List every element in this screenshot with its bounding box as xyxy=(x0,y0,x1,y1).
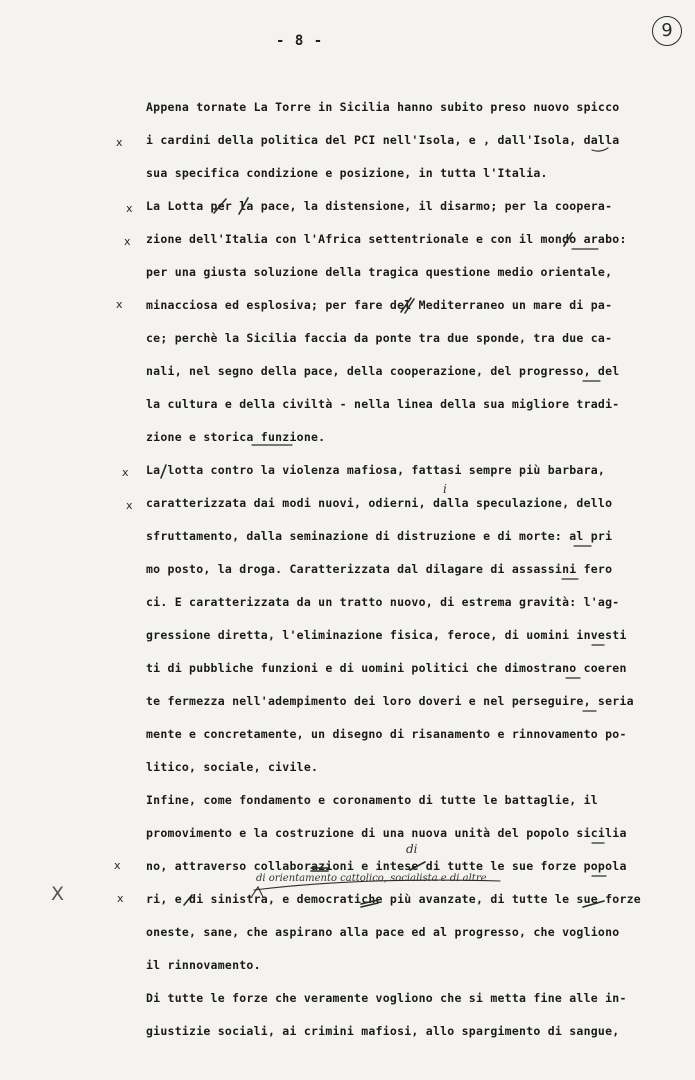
margin-x-mark: x xyxy=(122,466,129,479)
page-number: - 8 - xyxy=(276,33,324,49)
margin-x-mark: x xyxy=(114,859,121,872)
text-line-21: litico, sociale, civile. xyxy=(146,760,319,774)
underline-dalla xyxy=(592,148,608,151)
text-line-10: la cultura e della civiltà - nella linea della sua migliore tradi- xyxy=(146,397,620,411)
text-line-27: il rinnovamento. xyxy=(146,958,261,972)
text-line-6: per una giusta soluzione della tragica questione medio orientale, xyxy=(146,265,613,279)
margin-x-mark: x xyxy=(116,298,123,311)
text-line-17: gressione diretta, l'eliminazione fisica, feroce, di uomini investi xyxy=(146,628,627,642)
margin-x-mark: x xyxy=(126,202,133,215)
margin-large-x-mark: X xyxy=(51,883,65,905)
text-line-24: no, attraverso collaborazioni e intese di tutte le sue forze popola xyxy=(146,859,627,873)
text-line-25: ri, e di sinistra, e democratiche più avanzate, di tutte le sue forze xyxy=(146,892,641,906)
text-line-7: minacciosa ed esplosiva; per fare del Mediterraneo un mare di pa- xyxy=(146,298,613,312)
handwritten-insertion-line: di orientamento cattolico, socialista e di altre xyxy=(256,873,487,884)
text-line-8: ce; perchè la Sicilia faccia da ponte tra due sponde, tra due ca- xyxy=(146,331,613,345)
text-line-3: sua specifica condizione e posizione, in tutta l'Italia. xyxy=(146,166,548,180)
text-line-9: nali, nel segno della pace, della cooperazione, del progresso, del xyxy=(146,364,620,378)
text-line-14: sfruttamento, dalla seminazione di distruzione e di morte: al pri xyxy=(146,529,613,543)
text-line-12: La lotta contro la violenza mafiosa, fattasi sempre più barbara, xyxy=(146,463,606,477)
text-line-15: mo posto, la droga. Caratterizzata dal dilagare di assassini fero xyxy=(146,562,613,576)
margin-x-mark: x xyxy=(117,892,124,905)
handwritten-insertion-di: di xyxy=(406,842,418,856)
text-line-5: zione dell'Italia con l'Africa settentrionale e con il mondo arabo: xyxy=(146,232,627,246)
text-line-19: te fermezza nell'adempimento dei loro doveri e nel perseguire, seria xyxy=(146,694,634,708)
margin-x-mark: x xyxy=(124,235,131,248)
handwritten-correction-letter: i xyxy=(443,482,447,496)
text-line-16: ci. E caratterizzata da un tratto nuovo, di estrema gravità: l'ag- xyxy=(146,595,620,609)
text-line-20: mente e concretamente, un disegno di risanamento e rinnovamento po- xyxy=(146,727,627,741)
text-line-13: caratterizzata dai modi nuovi, odierni, dalla speculazione, dello xyxy=(146,496,613,510)
text-line-29: giustizie sociali, ai crimini mafiosi, allo spargimento di sangue, xyxy=(146,1024,620,1038)
text-line-4: La Lotta per la pace, la distensione, il disarmo; per la coopera- xyxy=(146,199,613,213)
text-line-28: Di tutte le forze che veramente vogliono che si metta fine alle in- xyxy=(146,991,627,1005)
text-line-2: i cardini della politica del PCI nell'Isola, e , dall'Isola, dalla xyxy=(146,133,620,147)
text-line-1: Appena tornate La Torre in Sicilia hanno subito preso nuovo spicco xyxy=(146,100,620,114)
text-line-26: oneste, sane, che aspirano alla pace ed al progresso, che vogliono xyxy=(146,925,620,939)
text-line-23: promovimento e la costruzione di una nuova unità del popolo sicilia xyxy=(146,826,627,840)
margin-x-mark: x xyxy=(116,136,123,149)
text-line-22: Infine, come fondamento e coronamento di tutte le battaglie, il xyxy=(146,793,598,807)
text-line-11: zione e storica funzione. xyxy=(146,430,326,444)
circled-page-number: 9 xyxy=(652,16,682,46)
text-line-18: ti di pubbliche funzioni e di uomini politici che dimostrano coeren xyxy=(146,661,627,675)
margin-x-mark: x xyxy=(126,499,133,512)
